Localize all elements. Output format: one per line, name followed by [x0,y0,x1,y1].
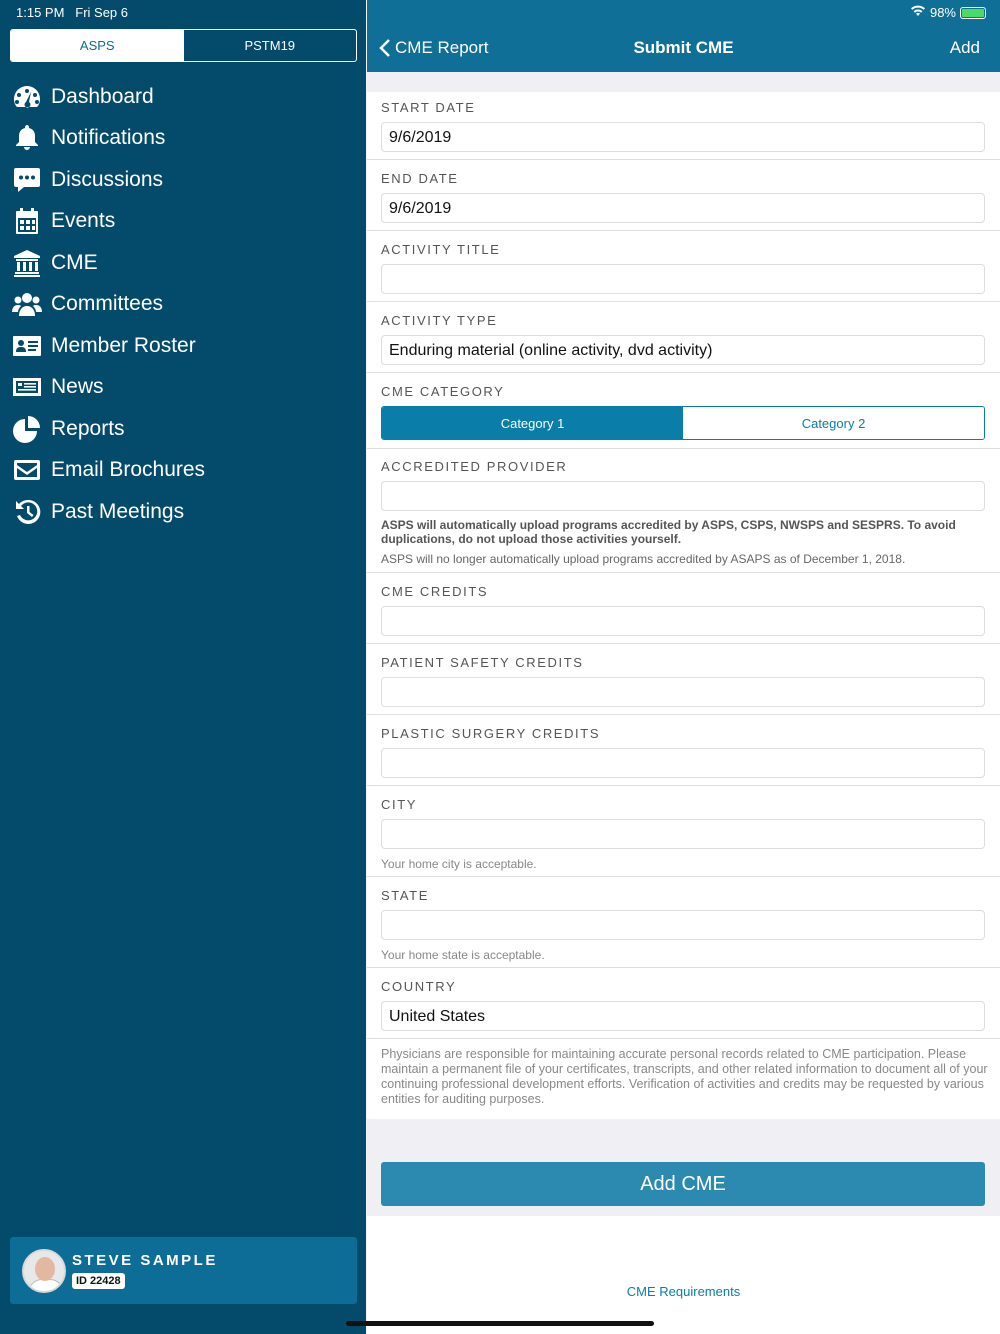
profile-card[interactable] [10,1237,357,1304]
status-date: Fri Sep 6 [75,5,129,20]
sidebar-item-news[interactable] [0,367,366,409]
envelope-icon [11,456,43,484]
main-panel [367,0,1000,1334]
sidebar-item-label: Committees [51,292,164,316]
field-label: CITY [381,797,418,812]
sidebar-item-member-roster[interactable] [0,325,366,367]
city-input[interactable] [381,819,985,849]
pie-chart-icon [11,415,43,443]
divider [367,448,1000,449]
accredited-provider-field [381,459,985,566]
activity-title-input[interactable] [381,264,985,294]
end-date-field [381,171,985,223]
field-label: PLASTIC SURGERY CREDITS [381,726,601,741]
start-date-field [381,100,985,152]
state-input[interactable] [381,910,985,940]
bell-icon [11,124,43,152]
provider-asaps-note: ASPS will no longer automatically upload programs accredited by ASAPS as of December 1, 2018. [381,552,906,566]
divider [367,230,1000,231]
sidebar-item-events[interactable] [0,201,366,243]
add-cme-button[interactable]: Add CME [381,1162,985,1206]
back-button[interactable] [379,38,489,58]
plastic-surgery-credits-input[interactable] [381,748,985,778]
home-indicator[interactable] [346,1321,654,1326]
sidebar-item-label: Discussions [51,167,164,191]
divider [367,967,1000,968]
add-button[interactable]: Add [949,38,980,57]
accredited-provider-input[interactable] [381,481,985,511]
cme-disclaimer: Physicians are responsible for maintaining accurate personal records related to CME participation. Please maintain a permanent file of your certificates, transcripts, and other related information to document all of your continuing professional development efforts. Verification of activities and credits may be requested by various entities for auditing purposes. [381,1047,988,1106]
provider-upload-note: ASPS will automatically upload programs accredited by ASPS, CSPS, NWSPS and SESPRS. To avoid duplications, do not upload those activities yourself. [381,518,956,546]
state-note: Your home state is acceptable. [381,948,545,962]
sidebar-item-committees[interactable] [0,284,366,326]
sidebar-item-label: Past Meetings [51,499,185,523]
sidebar-item-label: Reports [51,416,125,440]
divider [367,714,1000,715]
divider [367,785,1000,786]
country-select[interactable]: United States [381,1001,985,1031]
sidebar-item-notifications[interactable] [0,118,366,160]
divider [367,159,1000,160]
activity-title-field [381,242,985,294]
sidebar-item-label: Dashboard [51,84,154,108]
field-label: CME CREDITS [381,584,489,599]
field-label: ACCREDITED PROVIDER [381,459,568,474]
cme-category-field [381,384,985,440]
battery-icon [960,7,986,19]
activity-type-field [381,313,985,365]
field-label: PATIENT SAFETY CREDITS [381,655,584,670]
sidebar-item-past-meetings[interactable] [0,491,366,533]
submit-cme-form [367,92,1000,1119]
divider [367,372,1000,373]
cme-credits-field [381,584,985,636]
sidebar-item-label: Email Brochures [51,458,206,482]
avatar [22,1249,66,1293]
status-indicators [910,5,986,20]
history-icon [11,498,43,526]
field-label: COUNTRY [381,979,457,994]
navigation-bar [367,0,1000,72]
org-switcher [10,29,357,62]
divider [367,572,1000,573]
id-card-icon [11,332,43,360]
sidebar-item-dashboard[interactable] [0,76,366,118]
category-1-option[interactable]: Category 1 [382,407,683,439]
patient-safety-credits-input[interactable] [381,677,985,707]
patient-safety-credits-field [381,655,985,707]
sidebar-item-label: Notifications [51,126,166,150]
divider [367,301,1000,302]
state-field [381,888,985,962]
dashboard-icon [11,83,43,111]
tab-pstm19[interactable]: PSTM19 [244,38,296,53]
cme-category-segmented-control [381,406,985,440]
field-label: END DATE [381,171,459,186]
divider [367,876,1000,877]
cme-requirements-link[interactable]: CME Requirements [626,1284,741,1299]
divider [367,643,1000,644]
sidebar-item-reports[interactable] [0,408,366,450]
end-date-input[interactable]: 9/6/2019 [381,193,985,223]
cme-credits-input[interactable] [381,606,985,636]
sidebar-item-discussions[interactable] [0,159,366,201]
sidebar-item-label: Member Roster [51,333,196,357]
field-label: ACTIVITY TITLE [381,242,501,257]
plastic-surgery-credits-field [381,726,985,778]
chevron-left-icon [379,38,391,58]
footer-area [367,1216,1000,1334]
status-time-date [16,5,128,20]
field-label: START DATE [381,100,476,115]
sidebar-item-label: Events [51,209,116,233]
city-note: Your home city is acceptable. [381,857,537,871]
sidebar-item-email-brochures[interactable] [0,450,366,492]
divider [367,1038,1000,1039]
status-time: 1:15 PM [16,5,65,20]
battery-percent: 98% [929,5,956,20]
profile-id-badge: ID 22428 [72,1273,125,1289]
sidebar-item-label: News [51,375,104,399]
chat-icon [11,166,43,194]
calendar-icon [11,207,43,235]
sidebar-nav [0,76,366,533]
field-label: STATE [381,888,429,903]
users-icon [11,290,43,318]
activity-type-select[interactable]: Enduring material (online activity, dvd activity) [381,335,985,365]
category-2-option[interactable]: Category 2 [683,407,984,439]
page-title: Submit CME [633,38,734,57]
field-label: CME CATEGORY [381,384,505,399]
tab-asps[interactable]: ASPS [11,30,184,61]
city-field [381,797,985,871]
newspaper-icon [11,373,43,401]
sidebar [0,0,366,1334]
sidebar-item-cme[interactable] [0,242,366,284]
profile-name: STEVE SAMPLE [72,1252,218,1269]
sidebar-item-label: CME [51,250,98,274]
field-label: ACTIVITY TYPE [381,313,498,328]
start-date-input[interactable]: 9/6/2019 [381,122,985,152]
back-button-label: CME Report [395,38,489,57]
country-field [381,979,985,1031]
wifi-icon [910,5,926,20]
institution-icon [11,249,43,277]
